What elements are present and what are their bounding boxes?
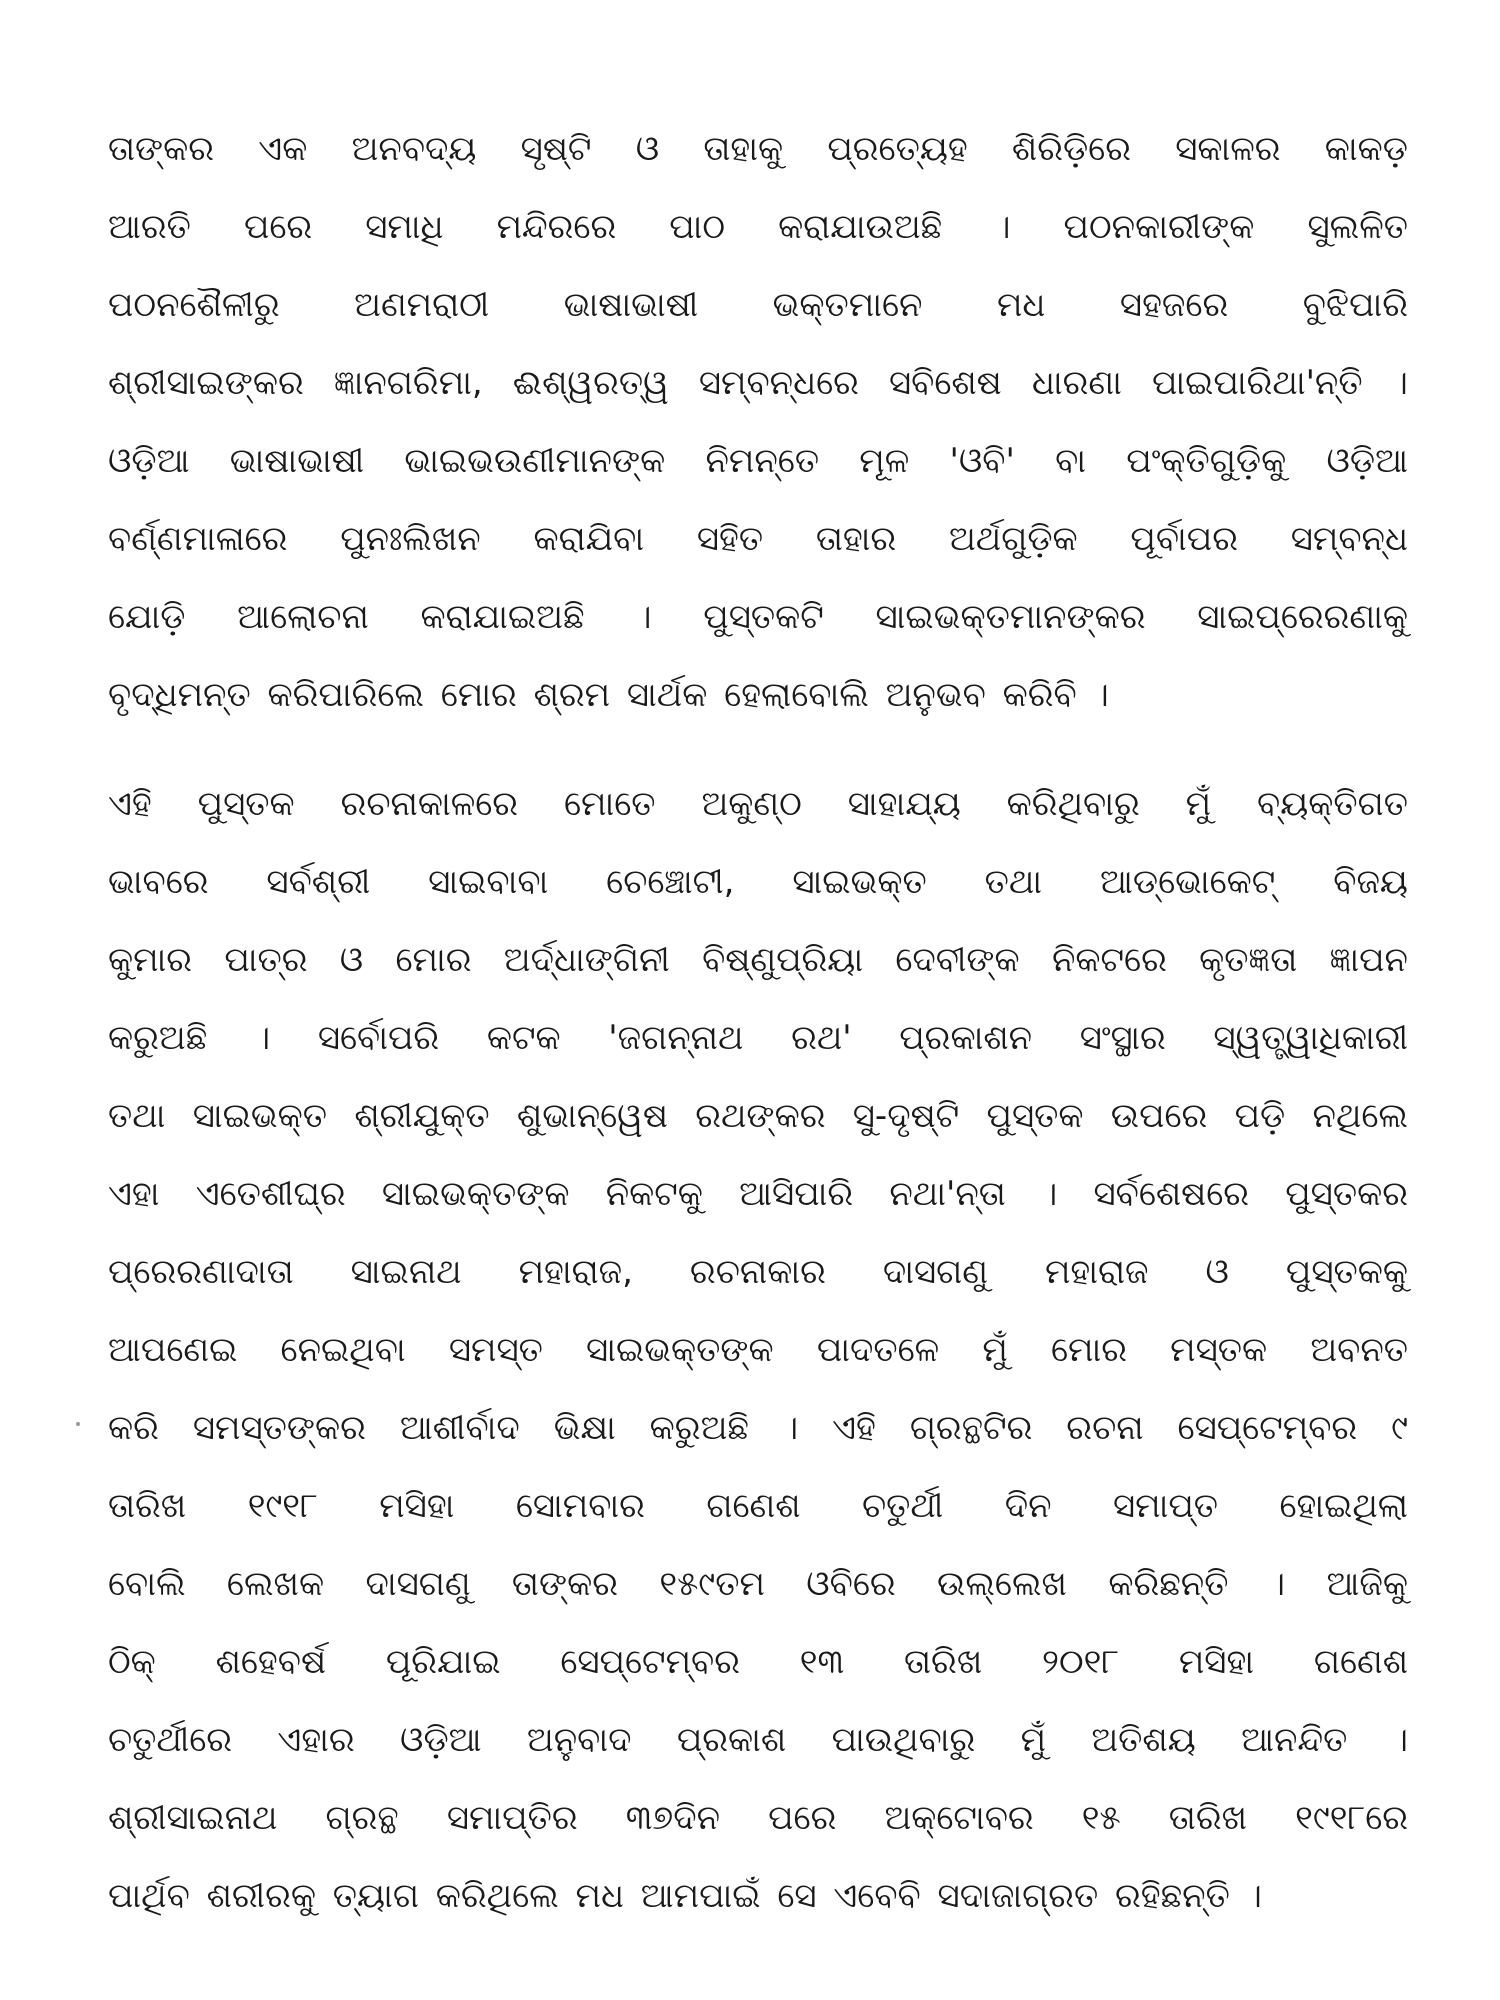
text-line: ଶ୍ରୀସାଇନାଥ ଗ୍ରନ୍ଥ ସମାପ୍ତିର ୩୭ଦିନ ପରେ ଅକ୍ଟୋବର ୧୫ ତାରିଖ ୧୯୧୮ରେ xyxy=(108,1798,1408,1838)
text-line: ଏହା ଏତେଶୀଘ୍ର ସାଇଭକ୍ତଙ୍କ ନିକଟକୁ ଆସିପାରି ନଥା'ନ୍ତା । ସର୍ବଶେଷରେ ପୁସ୍ତକର xyxy=(108,1174,1408,1214)
text-line: ଯୋଡ଼ି ଆଲୋଚନା କରାଯାଇଅଛି । ପୁସ୍ତକଟି ସାଇଭକ୍ତମାନଙ୍କର ସାଇପ୍ରେରଣାକୁ xyxy=(108,597,1408,637)
text-line: କରି ସମସ୍ତଙ୍କର ଆଶୀର୍ବାଦ ଭିକ୍ଷା କରୁଅଛି । ଏହି ଗ୍ରନ୍ଥଟିର ରଚନା ସେପ୍ଟେମ୍ବର ୯ xyxy=(108,1408,1408,1448)
text-line: କରୁଅଛି । ସର୍ବୋପରି କଟକ 'ଜଗନ୍ନାଥ ରଥ' ପ୍ରକାଶନ ସଂସ୍ଥାର ସ୍ୱତ୍ତ୍ୱାଧିକାରୀ xyxy=(108,1018,1408,1058)
text-line: ଓଡ଼ିଆ ଭାଷାଭାଷୀ ଭାଇଭଉଣୀମାନଙ୍କ ନିମନ୍ତେ ମୂଳ 'ଓବି' ବା ପଂକ୍ତିଗୁଡ଼ିକୁ ଓଡ଼ିଆ xyxy=(108,441,1408,481)
text-line: ବୋଲି ଲେଖକ ଦାସଗଣୁ ତାଙ୍କର ୧୫୯ତମ ଓବିରେ ଉଲ୍ଲେଖ କରିଛନ୍ତି । ଆଜିକୁ xyxy=(108,1564,1408,1604)
text-line: ତଥା ସାଇଭକ୍ତ ଶ୍ରୀଯୁକ୍ତ ଶୁଭାନ୍ୱେଷ ରଥଙ୍କର ସୁ-ଦୃଷ୍ଟି ପୁସ୍ତକ ଉପରେ ପଡ଼ି ନଥିଲେ xyxy=(108,1096,1408,1136)
text-line: ପ୍ରେରଣାଦାତା ସାଇନାଥ ମହାରାଜ, ରଚନାକାର ଦାସଗଣୁ ମହାରାଜ ଓ ପୁସ୍ତକକୁ xyxy=(108,1252,1408,1292)
scan-speck xyxy=(76,1422,80,1426)
text-line: ପାର୍ଥିବ ଶରୀରକୁ ତ୍ୟାଗ କରିଥିଲେ ମଧ ଆମପାଇଁ ସେ ଏବେବି ସଦାଜାଗ୍ରତ ରହିଛନ୍ତି । xyxy=(108,1876,1262,1916)
paragraph xyxy=(108,110,1408,734)
text-line: ବୃଦ୍ଧିମନ୍ତ କରିପାରିଲେ ମୋର ଶ୍ରମ ସାର୍ଥକ ହେଲାବୋଲି ଅନୁଭବ କରିବି । xyxy=(108,675,1109,715)
text-line: ତାଙ୍କର ଏକ ଅନବଦ୍ୟ ସୃଷ୍ଟି ଓ ତାହାକୁ ପ୍ରତ୍ୟେହ ଶିରିଡ଼ିରେ ସକାଳର କାକଡ଼ xyxy=(108,129,1408,169)
text-line: ଏହି ପୁସ୍ତକ ରଚନାକାଳରେ ମୋତେ ଅକୁଣ୍ଠ ସାହାଯ୍ୟ କରିଥିବାରୁ ମୁଁ ବ୍ୟକ୍ତିଗତ xyxy=(108,784,1408,824)
text-line: ଆପଣେଇ ନେଇଥିବା ସମସ୍ତ ସାଇଭକ୍ତଙ୍କ ପାଦତଳେ ମୁଁ ମୋର ମସ୍ତକ ଅବନତ xyxy=(108,1330,1408,1370)
paragraph xyxy=(108,765,1408,1935)
text-line: ଠିକ୍ ଶହେବର୍ଷ ପୂରିଯାଇ ସେପ୍ଟେମ୍ବର ୧୩ ତାରିଖ ୨୦୧୮ ମସିହା ଗଣେଶ xyxy=(108,1642,1408,1682)
text-line: ପଠନଶୈଳୀରୁ ଅଣମରାଠୀ ଭାଷାଭାଷୀ ଭକ୍ତମାନେ ମଧ ସହଜରେ ବୁଝିପାରି xyxy=(108,285,1408,325)
text-line: ଆରତି ପରେ ସମାଧି ମନ୍ଦିରରେ ପାଠ କରାଯାଉଅଛି । ପଠନକାରୀଙ୍କ ସୁଲଳିତ xyxy=(108,207,1408,247)
text-line: ଶ୍ରୀସାଇଙ୍କର ଜ୍ଞାନଗରିମା, ଈଶ୍ୱରତ୍ୱ ସମ୍ବନ୍ଧରେ ସବିଶେଷ ଧାରଣା ପାଇପାରିଥା'ନ୍ତି । xyxy=(108,363,1408,403)
text-line: ଚତୁର୍ଥୀରେ ଏହାର ଓଡ଼ିଆ ଅନୁବାଦ ପ୍ରକାଶ ପାଉଥିବାରୁ ମୁଁ ଅତିଶୟ ଆନନ୍ଦିତ । xyxy=(108,1720,1408,1760)
text-line: ତାରିଖ ୧୯୧୮ ମସିହା ସୋମବାର ଗଣେଶ ଚତୁର୍ଥୀ ଦିନ ସମାପ୍ତ ହୋଇଥିଲା xyxy=(108,1486,1408,1526)
text-line: କୁମାର ପାତ୍ର ଓ ମୋର ଅର୍ଦ୍ଧାଙ୍ଗିନୀ ବିଷ୍ଣୁପ୍ରିୟା ଦେବୀଙ୍କ ନିକଟରେ କୃତଜ୍ଞତା ଜ୍ଞାପନ xyxy=(108,940,1408,980)
text-line: ଭାବରେ ସର୍ବଶ୍ରୀ ସାଇବାବା ଚେଞ୍ଚୋଟୀ, ସାଇଭକ୍ତ ତଥା ଆଡ୍‌ଭୋକେଟ୍ ବିଜୟ xyxy=(108,862,1408,902)
text-line: ବର୍ଣ୍ଣମାଳାରେ ପୁନଃଲିଖନ କରାଯିବା ସହିତ ତାହାର ଅର୍ଥଗୁଡ଼ିକ ପୂର୍ବାପର ସମ୍ବନ୍ଧ xyxy=(108,519,1408,559)
